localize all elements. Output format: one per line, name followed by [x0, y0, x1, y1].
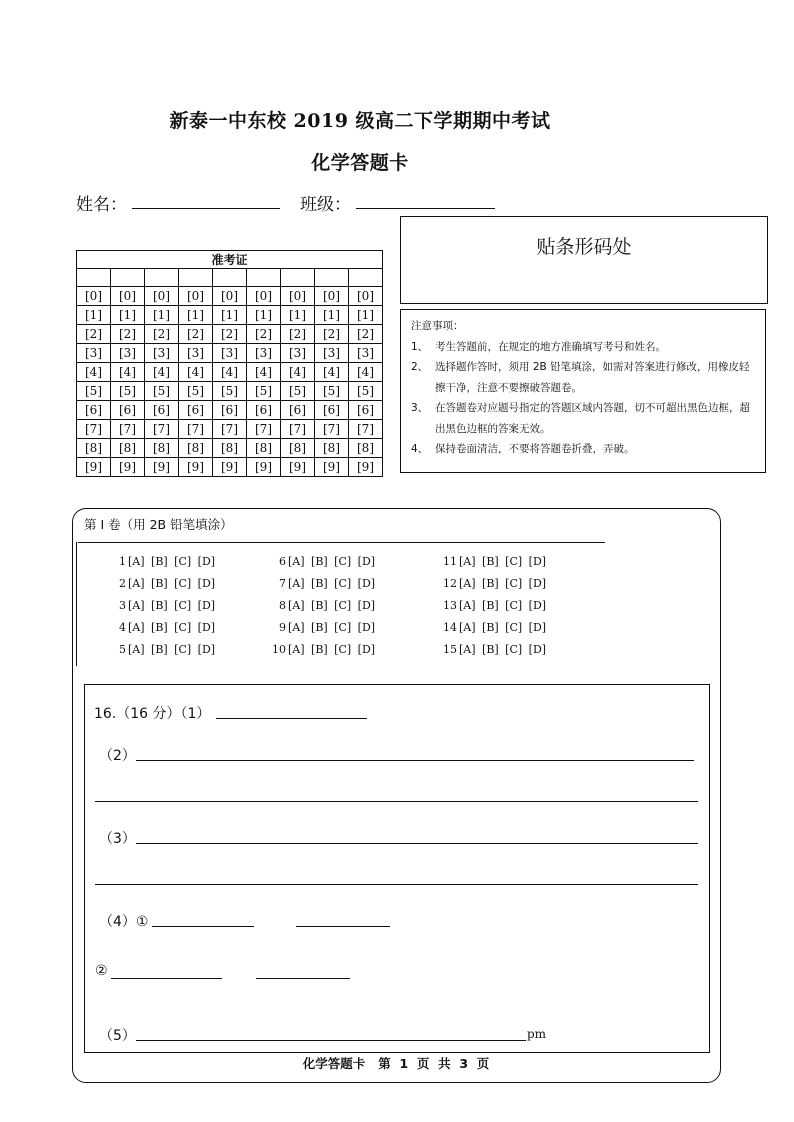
exam-digit-box[interactable]: [77, 269, 111, 287]
mc-options[interactable]: [A] [B] [C] [D]: [288, 599, 376, 612]
exam-digit-box[interactable]: [349, 269, 383, 287]
q16-4b-answer-line-a[interactable]: [111, 978, 222, 979]
exam-digit-row: [77, 401, 383, 420]
mc-question-6[interactable]: [272, 555, 375, 568]
note-number: 4、: [411, 443, 429, 455]
exam-digit-bubble[interactable]: [7]: [111, 420, 145, 439]
note-number: 2、: [411, 361, 429, 373]
exam-digit-row: [77, 458, 383, 477]
mc-question-number: 4: [119, 621, 126, 634]
exam-digit-bubble[interactable]: [4]: [179, 363, 213, 382]
exam-digit-bubble[interactable]: [3]: [213, 344, 247, 363]
q16-4b-label: ②: [95, 963, 108, 979]
exam-digit-bubble[interactable]: [8]: [145, 439, 179, 458]
exam-digit-bubble[interactable]: [5]: [213, 382, 247, 401]
q16-3-answer-line-2[interactable]: [95, 884, 698, 885]
exam-digit-bubble[interactable]: [5]: [111, 382, 145, 401]
exam-digit-bubble[interactable]: [8]: [247, 439, 281, 458]
mc-options[interactable]: [A] [B] [C] [D]: [459, 599, 547, 612]
exam-digit-bubble[interactable]: [5]: [281, 382, 315, 401]
exam-digit-bubble[interactable]: [9]: [315, 458, 349, 477]
mc-question-15[interactable]: [443, 643, 546, 656]
mc-question-number: 2: [119, 577, 126, 590]
exam-digit-bubble[interactable]: [9]: [247, 458, 281, 477]
exam-digit-bubble[interactable]: [6]: [247, 401, 281, 420]
mc-question-4[interactable]: [112, 621, 215, 634]
name-label: 姓名：: [76, 195, 127, 215]
mc-question-13[interactable]: [443, 599, 546, 612]
note-text: 在答题卷对应题号指定的答题区域内答题，切不可超出黑色边框，超出黑色边框的答案无效。: [435, 402, 750, 435]
exam-digit-bubble[interactable]: [2]: [281, 325, 315, 344]
page-title: 新泰一中东校 2019 级高二下学期期中考试: [169, 110, 551, 132]
exam-digit-bubble[interactable]: [5]: [179, 382, 213, 401]
barcode-area: [400, 216, 768, 304]
exam-digit-bubble[interactable]: [5]: [315, 382, 349, 401]
exam-digit-bubble[interactable]: [5]: [77, 382, 111, 401]
q16-5-answer-line[interactable]: [136, 1040, 526, 1041]
mc-question-1[interactable]: [112, 555, 215, 568]
exam-digit-bubble[interactable]: [4]: [145, 363, 179, 382]
exam-digit-bubble[interactable]: [0]: [349, 287, 383, 306]
exam-digit-bubble[interactable]: [3]: [145, 344, 179, 363]
exam-digit-bubble[interactable]: [4]: [315, 363, 349, 382]
exam-digit-bubble[interactable]: [4]: [213, 363, 247, 382]
exam-digit-bubble[interactable]: [7]: [213, 420, 247, 439]
exam-digit-bubble[interactable]: [9]: [111, 458, 145, 477]
exam-digit-box[interactable]: [179, 269, 213, 287]
exam-digit-bubble[interactable]: [3]: [179, 344, 213, 363]
section1-left-rule: [76, 542, 77, 666]
exam-digit-bubble[interactable]: [4]: [77, 363, 111, 382]
exam-digit-bubble[interactable]: [3]: [349, 344, 383, 363]
q16-1-answer-line[interactable]: [216, 718, 367, 719]
mc-question-14[interactable]: [443, 621, 546, 634]
exam-digit-row: [77, 382, 383, 401]
exam-digit-box[interactable]: [247, 269, 281, 287]
exam-digit-bubble[interactable]: [7]: [315, 420, 349, 439]
mc-question-9[interactable]: [272, 621, 375, 634]
mc-question-number: 10: [272, 643, 286, 656]
page-footer: 化学答题卡 第 1 页 共 3 页: [302, 1056, 490, 1071]
exam-digit-bubble[interactable]: [2]: [213, 325, 247, 344]
exam-digit-box[interactable]: [281, 269, 315, 287]
exam-digit-bubble[interactable]: [8]: [77, 439, 111, 458]
exam-digit-bubble[interactable]: [9]: [281, 458, 315, 477]
mc-question-number: 9: [279, 621, 286, 634]
mc-options[interactable]: [A] [B] [C] [D]: [128, 577, 216, 590]
exam-digit-row: [77, 344, 383, 363]
exam-digit-bubble[interactable]: [2]: [179, 325, 213, 344]
exam-digit-bubble[interactable]: [6]: [349, 401, 383, 420]
class-field[interactable]: [356, 208, 495, 209]
q16-2-label: （2）: [99, 748, 136, 764]
exam-digit-bubble[interactable]: [1]: [77, 306, 111, 325]
mc-options[interactable]: [A] [B] [C] [D]: [459, 643, 547, 656]
exam-digit-bubble[interactable]: [3]: [315, 344, 349, 363]
mc-question-number: 13: [443, 599, 457, 612]
mc-options[interactable]: [A] [B] [C] [D]: [288, 577, 376, 590]
exam-digit-bubble[interactable]: [0]: [111, 287, 145, 306]
exam-digit-row: [77, 325, 383, 344]
mc-options[interactable]: [A] [B] [C] [D]: [459, 621, 547, 634]
exam-digit-bubble[interactable]: [9]: [77, 458, 111, 477]
section1-divider: [78, 542, 605, 543]
exam-digit-bubble[interactable]: [8]: [213, 439, 247, 458]
mc-question-number: 12: [443, 577, 457, 590]
q16-label: 16.（16 分）（1）: [94, 706, 211, 722]
mc-options[interactable]: [A] [B] [C] [D]: [459, 577, 547, 590]
exam-digit-bubble[interactable]: [0]: [179, 287, 213, 306]
exam-digit-bubble[interactable]: [1]: [111, 306, 145, 325]
q16-4b-answer-line-b[interactable]: [256, 978, 350, 979]
exam-digit-box[interactable]: [213, 269, 247, 287]
exam-digit-bubble[interactable]: [6]: [145, 401, 179, 420]
q16-4-answer-line-a[interactable]: [152, 926, 254, 927]
q16-5-unit: pm: [527, 1027, 547, 1041]
exam-digit-bubble[interactable]: [8]: [179, 439, 213, 458]
exam-digit-bubble[interactable]: [1]: [213, 306, 247, 325]
exam-digit-bubble[interactable]: [6]: [77, 401, 111, 420]
note-text: 选择题作答时，须用 2B 铅笔填涂，如需对答案进行修改，用橡皮轻擦干净，注意不要擦破答题卷。: [435, 361, 750, 394]
exam-digit-bubble[interactable]: [7]: [77, 420, 111, 439]
exam-digit-bubble[interactable]: [0]: [77, 287, 111, 306]
mc-options[interactable]: [A] [B] [C] [D]: [128, 643, 216, 656]
name-field[interactable]: [132, 208, 280, 209]
mc-question-number: 11: [443, 555, 457, 568]
exam-digit-bubble[interactable]: [9]: [349, 458, 383, 477]
mc-question-10[interactable]: [272, 643, 375, 656]
exam-digit-bubble[interactable]: [2]: [315, 325, 349, 344]
exam-digit-bubble[interactable]: [5]: [145, 382, 179, 401]
q16-3-answer-line[interactable]: [136, 843, 698, 844]
note-text: 保持卷面清洁，不要将答题卷折叠，弄破。: [435, 443, 635, 455]
exam-digit-bubble[interactable]: [8]: [315, 439, 349, 458]
exam-digit-bubble[interactable]: [2]: [145, 325, 179, 344]
note-item: [411, 337, 755, 358]
q16-2-answer-line[interactable]: [136, 760, 694, 761]
mc-question-number: 5: [119, 643, 126, 656]
mc-options[interactable]: [A] [B] [C] [D]: [128, 555, 216, 568]
note-number: 1、: [411, 340, 429, 353]
exam-digit-bubble[interactable]: [6]: [179, 401, 213, 420]
exam-digit-row: [77, 363, 383, 382]
exam-digit-bubble[interactable]: [1]: [179, 306, 213, 325]
q16-4-label: （4）①: [99, 914, 149, 930]
exam-digit-bubble[interactable]: [2]: [247, 325, 281, 344]
exam-digit-row: [77, 306, 383, 325]
note-item: [411, 439, 755, 460]
mc-options[interactable]: [A] [B] [C] [D]: [128, 621, 216, 634]
mc-options[interactable]: [A] [B] [C] [D]: [128, 599, 216, 612]
exam-digit-bubble[interactable]: [8]: [111, 439, 145, 458]
page-subtitle: 化学答题卡: [311, 152, 409, 174]
mc-question-3[interactable]: [112, 599, 215, 612]
q16-5-label: （5）: [99, 1028, 136, 1044]
exam-digit-bubble[interactable]: [0]: [145, 287, 179, 306]
exam-digit-bubble[interactable]: [2]: [111, 325, 145, 344]
mc-question-12[interactable]: [443, 577, 546, 590]
q16-2-answer-line-2[interactable]: [95, 801, 698, 802]
exam-digit-bubble[interactable]: [6]: [315, 401, 349, 420]
exam-digit-bubble[interactable]: [3]: [111, 344, 145, 363]
exam-digit-bubble[interactable]: [4]: [247, 363, 281, 382]
exam-digit-bubble[interactable]: [3]: [247, 344, 281, 363]
note-number: 3、: [411, 402, 429, 414]
note-item: [411, 357, 755, 398]
section1-title: 第 I 卷（用 2B 铅笔填涂）: [84, 517, 233, 532]
mc-options[interactable]: [A] [B] [C] [D]: [459, 555, 547, 568]
exam-digit-bubble[interactable]: [0]: [247, 287, 281, 306]
exam-digit-row: [77, 439, 383, 458]
exam-digit-bubble[interactable]: [7]: [281, 420, 315, 439]
mc-question-number: 8: [279, 599, 286, 612]
exam-digit-row: [77, 287, 383, 306]
mc-question-11[interactable]: [443, 555, 546, 568]
exam-number-grid[interactable]: [76, 250, 383, 477]
mc-question-number: 14: [443, 621, 457, 634]
mc-question-5[interactable]: [112, 643, 215, 656]
exam-digit-bubble[interactable]: [3]: [77, 344, 111, 363]
class-label: 班级：: [300, 195, 351, 215]
exam-digit-bubble[interactable]: [4]: [281, 363, 315, 382]
exam-digit-bubble[interactable]: [1]: [247, 306, 281, 325]
mc-question-number: 7: [279, 577, 286, 590]
exam-digit-bubble[interactable]: [9]: [179, 458, 213, 477]
exam-digit-bubble[interactable]: [1]: [281, 306, 315, 325]
mc-options[interactable]: [A] [B] [C] [D]: [288, 643, 376, 656]
exam-digit-bubble[interactable]: [0]: [281, 287, 315, 306]
mc-question-number: 15: [443, 643, 457, 656]
mc-question-2[interactable]: [112, 577, 215, 590]
exam-digit-bubble[interactable]: [8]: [349, 439, 383, 458]
q16-3-label: （3）: [99, 831, 136, 847]
exam-digit-bubble[interactable]: [9]: [213, 458, 247, 477]
exam-digit-bubble[interactable]: [6]: [111, 401, 145, 420]
notes-title: 注意事项：: [411, 320, 464, 332]
q16-box: [84, 684, 710, 1053]
exam-digit-bubble[interactable]: [8]: [281, 439, 315, 458]
exam-digit-bubble[interactable]: [6]: [213, 401, 247, 420]
mc-question-number: 6: [279, 555, 286, 568]
exam-digit-bubble[interactable]: [1]: [315, 306, 349, 325]
barcode-label: 贴条形码处: [536, 236, 632, 258]
mc-question-number: 3: [119, 599, 126, 612]
exam-digit-bubble[interactable]: [0]: [315, 287, 349, 306]
mc-question-7[interactable]: [272, 577, 375, 590]
exam-digit-box[interactable]: [111, 269, 145, 287]
exam-digit-bubble[interactable]: [4]: [111, 363, 145, 382]
exam-digit-bubble[interactable]: [0]: [213, 287, 247, 306]
note-item: [411, 398, 755, 439]
exam-digit-bubble[interactable]: [6]: [281, 401, 315, 420]
exam-digit-bubble[interactable]: [1]: [349, 306, 383, 325]
exam-digit-box[interactable]: [145, 269, 179, 287]
exam-digit-bubble[interactable]: [7]: [145, 420, 179, 439]
exam-digit-bubble[interactable]: [9]: [145, 458, 179, 477]
mc-options[interactable]: [A] [B] [C] [D]: [288, 555, 376, 568]
exam-digit-bubble[interactable]: [1]: [145, 306, 179, 325]
notes-box: [400, 309, 766, 473]
note-text: 考生答题前，在规定的地方准确填写考号和姓名。: [435, 340, 666, 353]
exam-digit-bubble[interactable]: [2]: [77, 325, 111, 344]
q16-4-answer-line-b[interactable]: [296, 926, 390, 927]
exam-digit-bubble[interactable]: [7]: [349, 420, 383, 439]
mc-question-8[interactable]: [272, 599, 375, 612]
mc-question-number: 1: [119, 555, 126, 568]
exam-digit-bubble[interactable]: [4]: [349, 363, 383, 382]
mc-options[interactable]: [A] [B] [C] [D]: [288, 621, 376, 634]
exam-digit-bubble[interactable]: [3]: [281, 344, 315, 363]
exam-digit-bubble[interactable]: [2]: [349, 325, 383, 344]
exam-digit-bubble[interactable]: [5]: [247, 382, 281, 401]
exam-digit-bubble[interactable]: [7]: [179, 420, 213, 439]
exam-digit-box[interactable]: [315, 269, 349, 287]
exam-digit-bubble[interactable]: [7]: [247, 420, 281, 439]
exam-digit-row: [77, 420, 383, 439]
exam-number-heading: 准考证: [77, 251, 383, 269]
exam-digit-bubble[interactable]: [5]: [349, 382, 383, 401]
